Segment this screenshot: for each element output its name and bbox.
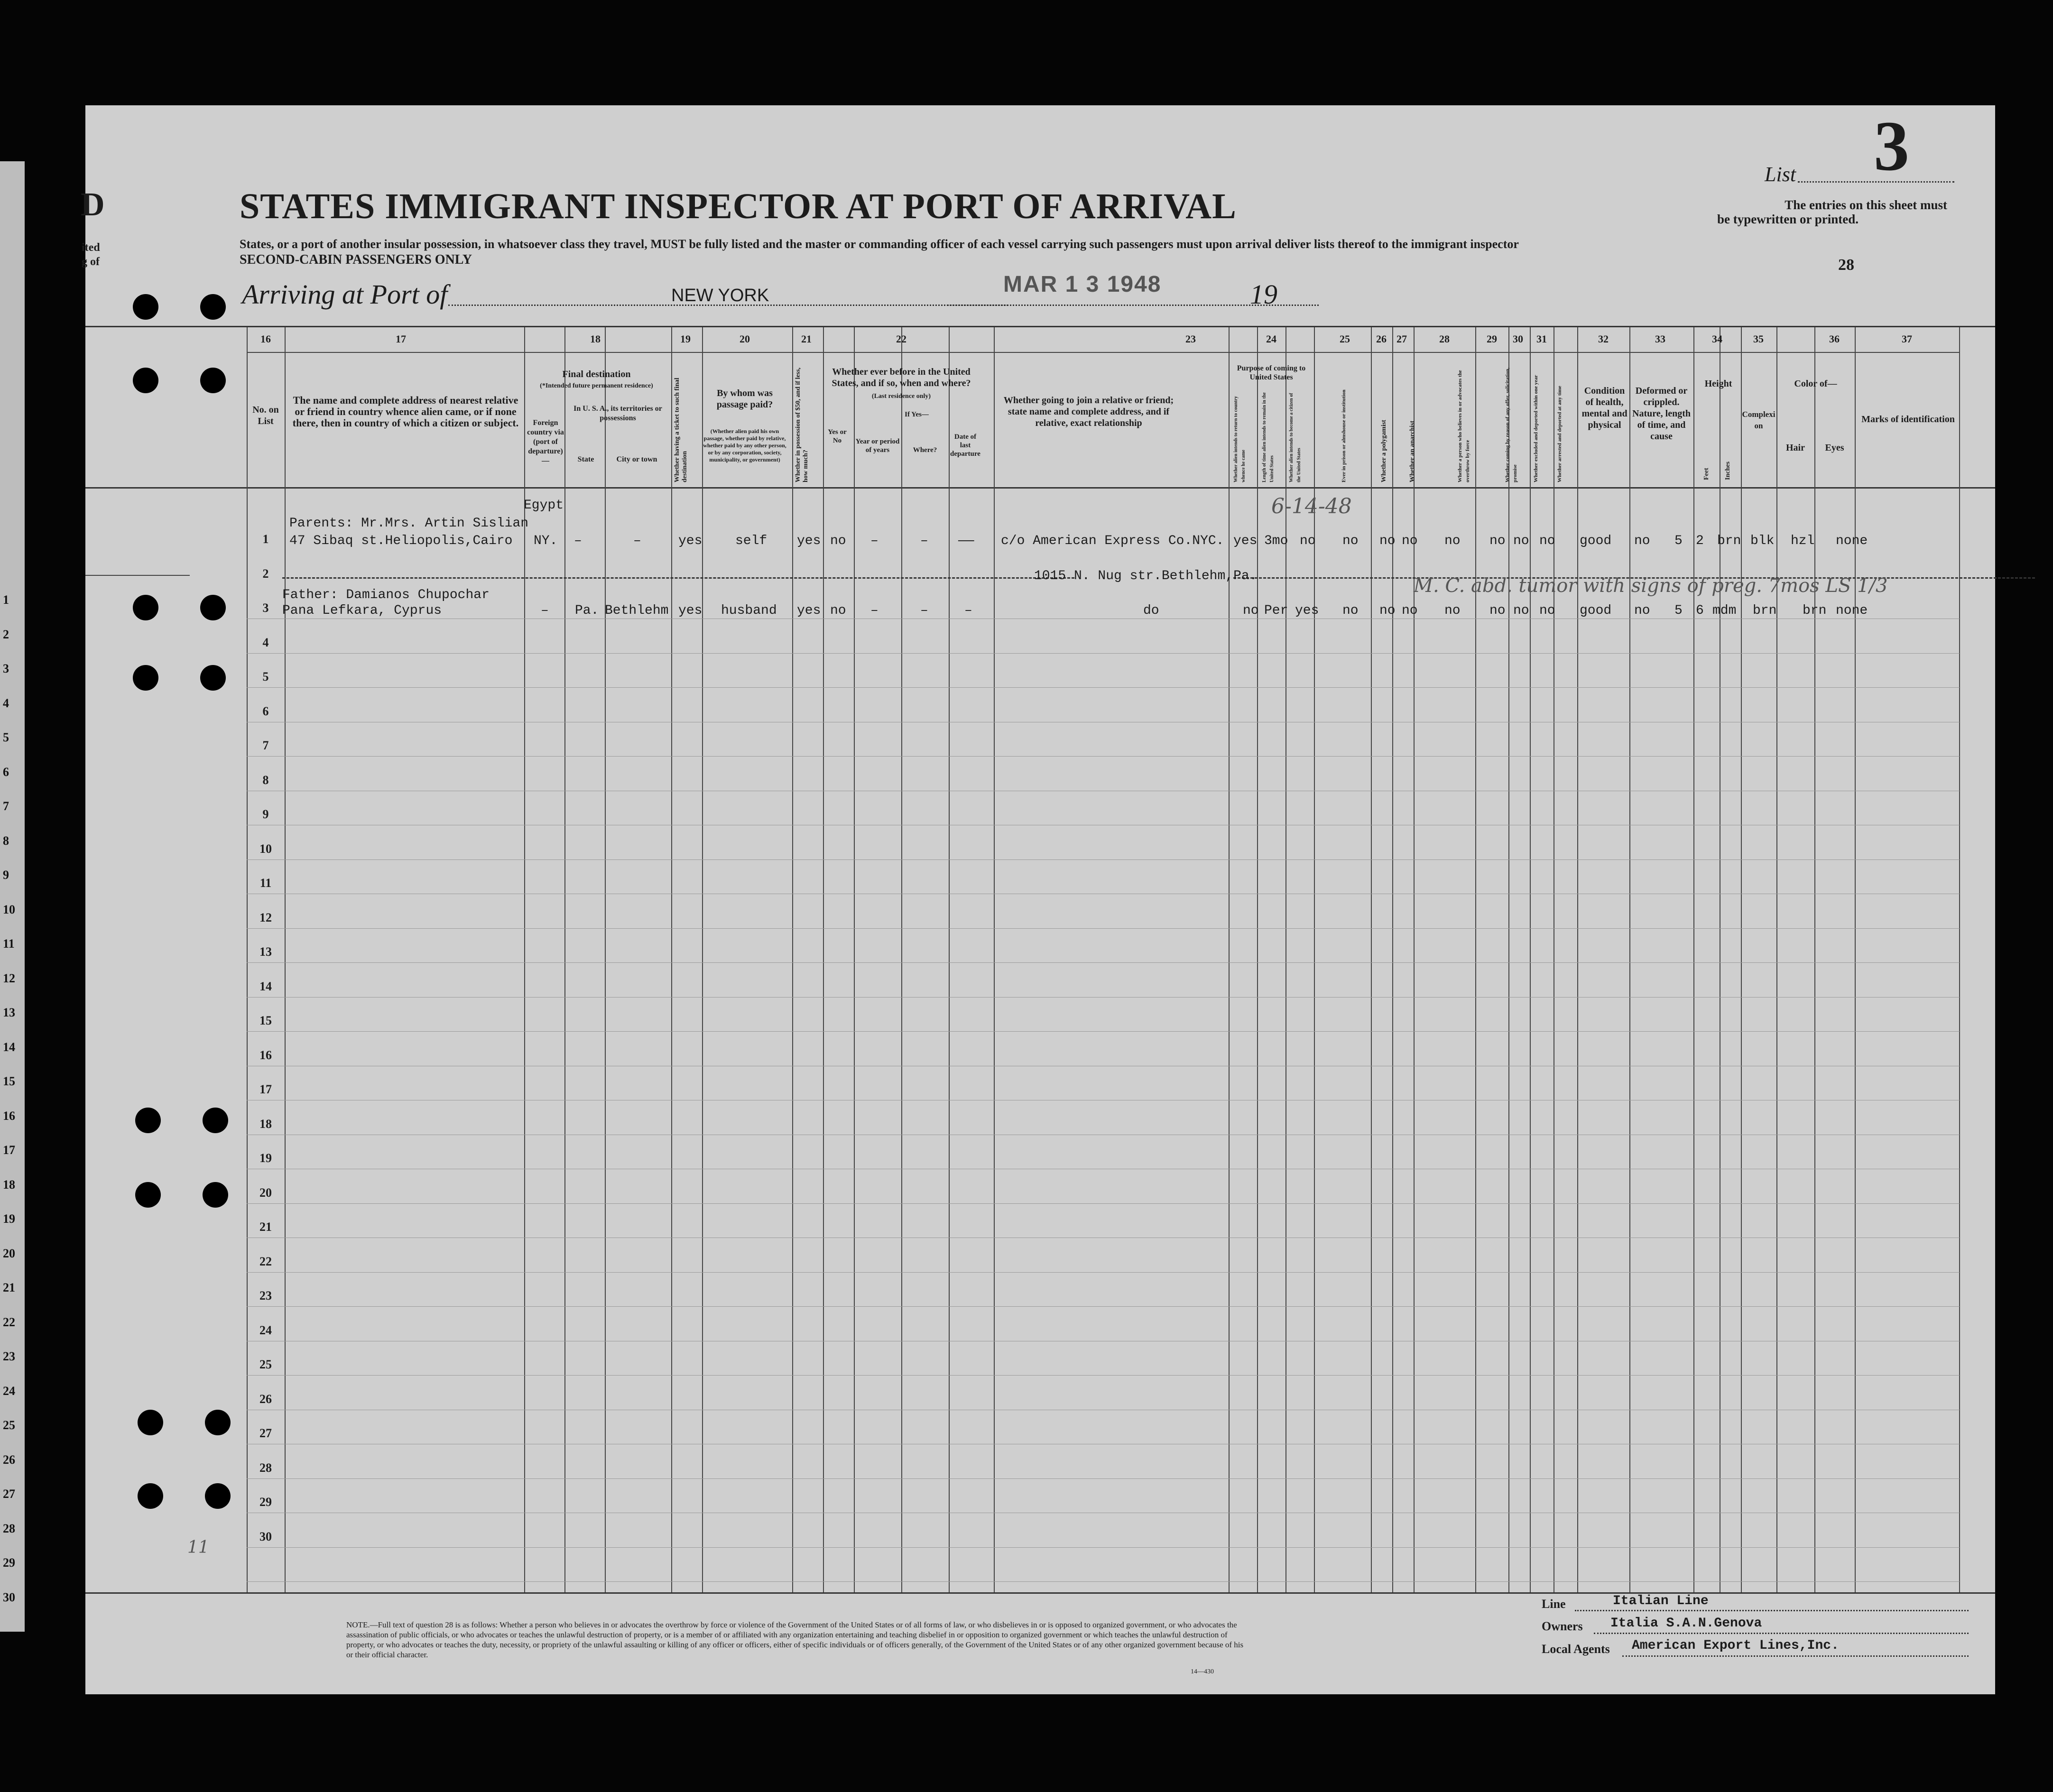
previous-page-row-number: 15 bbox=[3, 1074, 15, 1088]
punch-hole bbox=[138, 1410, 163, 1435]
row-number: 28 bbox=[259, 1460, 272, 1475]
entry-1-marks: none bbox=[1836, 534, 1868, 548]
column-divider bbox=[285, 327, 286, 1592]
column-number: 25 bbox=[1340, 333, 1350, 345]
previous-page-row-number: 19 bbox=[3, 1212, 15, 1226]
column-number: 18 bbox=[590, 333, 601, 345]
entry-2-anarchist: no bbox=[1402, 603, 1418, 618]
page-fragment-letter: D bbox=[81, 186, 105, 223]
row-number: 3 bbox=[262, 601, 269, 615]
previous-page-row-number: 7 bbox=[3, 799, 9, 813]
sheet-number: 28 bbox=[1838, 256, 1854, 274]
row-rule bbox=[247, 1375, 1960, 1376]
row-number: 30 bbox=[259, 1529, 272, 1543]
header-no-on-list: No. on List bbox=[252, 405, 279, 426]
previous-page-row-number: 27 bbox=[3, 1487, 15, 1501]
header-if-yes: If Yes— bbox=[905, 411, 929, 418]
entry-2-hair: brn bbox=[1753, 603, 1777, 618]
row-rule bbox=[247, 1203, 1960, 1204]
punch-hole bbox=[133, 665, 158, 691]
handwritten-date-note: 6-14-48 bbox=[1271, 494, 1352, 518]
entry-2-overthrow: no bbox=[1444, 603, 1461, 618]
header-solicitation: Whether coming by reason of any offer, solicitation, promise bbox=[1505, 367, 1518, 482]
previous-page-row-number: 16 bbox=[3, 1108, 15, 1123]
previous-page-row-number: 6 bbox=[3, 765, 9, 779]
column-number: 17 bbox=[396, 333, 406, 345]
column-divider bbox=[564, 327, 565, 1592]
entry-1-solicitation: no bbox=[1489, 534, 1506, 548]
row-number: 22 bbox=[259, 1254, 272, 1268]
list-number: 3 bbox=[1874, 107, 1909, 185]
header-going-to-join: Whether going to join a relative or friend; state name and complete address, and if relative, exact relationship bbox=[1003, 395, 1174, 428]
column-divider bbox=[671, 327, 672, 1592]
entry-1-money: yes bbox=[797, 534, 821, 548]
header-hair: Hair bbox=[1786, 443, 1805, 453]
previous-page-row-number: 11 bbox=[3, 937, 15, 951]
previous-page-row-number: 2 bbox=[3, 627, 9, 641]
row-number: 19 bbox=[259, 1151, 272, 1165]
header-yes-no: Yes or No bbox=[828, 428, 847, 444]
header-inches: Inches bbox=[1724, 462, 1731, 480]
row-number: 1 bbox=[262, 532, 269, 546]
row-number: 21 bbox=[259, 1220, 272, 1234]
header-height: Height bbox=[1704, 379, 1732, 389]
previous-page-row-number: 28 bbox=[3, 1521, 15, 1535]
row-rule bbox=[247, 1031, 1960, 1032]
entry-1-join: c/o American Express Co.NYC. bbox=[1001, 534, 1224, 548]
line-label: Line bbox=[1542, 1597, 1566, 1611]
punch-hole bbox=[133, 595, 158, 620]
entry-2-arrested: no bbox=[1539, 603, 1555, 618]
row-number: 20 bbox=[259, 1185, 272, 1200]
previous-page-row-number: 26 bbox=[3, 1452, 15, 1467]
column-number: 36 bbox=[1829, 333, 1840, 345]
row-number: 2 bbox=[262, 566, 269, 581]
punch-hole bbox=[203, 1182, 228, 1208]
previous-page-row-number: 9 bbox=[3, 868, 9, 882]
column-number: 35 bbox=[1753, 333, 1764, 345]
entry-1-length: 3mo bbox=[1264, 534, 1288, 548]
header-prison: Ever in prison or almshouse or institution bbox=[1341, 389, 1347, 482]
row-number: 9 bbox=[262, 807, 269, 821]
row-rule bbox=[247, 1272, 1960, 1273]
previous-page-row-number: 18 bbox=[3, 1177, 15, 1192]
column-divider bbox=[1814, 327, 1815, 1592]
page-title: STATES IMMIGRANT INSPECTOR AT PORT OF ARRIVAL bbox=[240, 186, 1237, 226]
instructions-text: States, or a port of another insular possession, in whatsoever class they travel, MUST be fully listed and the master or commanding officer of each vessel carrying such passengers must upon arrival deliver lists thereof to the immigrant inspector bbox=[240, 237, 1519, 251]
entry-1-before: no bbox=[830, 534, 846, 548]
entry-2-return: no bbox=[1243, 603, 1259, 618]
column-divider bbox=[854, 327, 855, 1592]
row-rule bbox=[247, 928, 1960, 929]
port-name: NEW YORK bbox=[671, 286, 769, 305]
line-value: Italian Line bbox=[1613, 1594, 1709, 1608]
header-anarchist: Whether an anarchist bbox=[1409, 420, 1416, 482]
header-money: Whether in possession of $50, and if less, how much? bbox=[795, 367, 809, 482]
column-divider bbox=[1776, 327, 1777, 1592]
header-color-of: Color of— bbox=[1794, 379, 1837, 389]
column-divider bbox=[792, 327, 793, 1592]
entry-2-relative-address: Pana Lefkara, Cyprus bbox=[282, 603, 442, 618]
header-ticket: Whether having a ticket to such final destination bbox=[674, 378, 688, 482]
footnote-question-28: NOTE.—Full text of question 28 is as follows: Whether a person who believes in or advocates the overthrow by force or violence of the Government of the United States or of all forms of law, or who disbelieves in or is opposed to organized government, or who advocates the assassination of public officials, or who advocates or teaches the unlawful destruction of property, or is a member of or affiliated with any organization entertaining and teaching disbelief in or opposition to organized government or which teaches the unlawful destruction of property, or who advocates or teaches the duty, necessity, or propriety of the unlawful assaulting or killing of any officer or officers, either of specific individuals or of officers generally, of the Government of the United States or of any other organized government because of his or their official character. bbox=[346, 1620, 1244, 1659]
line-underline bbox=[1575, 1610, 1969, 1611]
row-number: 10 bbox=[259, 841, 272, 856]
entry-2-foreign-country: – bbox=[541, 603, 549, 618]
header-where: Where? bbox=[913, 446, 937, 454]
row-number: 23 bbox=[259, 1289, 272, 1302]
row-rule bbox=[247, 756, 1960, 757]
previous-page-row-number: 13 bbox=[3, 1006, 15, 1019]
entry-1-year: – bbox=[870, 534, 879, 548]
row-number: 12 bbox=[259, 910, 272, 924]
page-fragment-text-1: ited bbox=[82, 241, 100, 254]
column-divider bbox=[1414, 327, 1415, 1592]
punch-hole bbox=[133, 294, 158, 320]
previous-page-row-number: 30 bbox=[3, 1590, 15, 1604]
header-length-of-stay: Length of time alien intends to remain in the United States bbox=[1262, 392, 1275, 482]
column-number: 22 bbox=[896, 333, 906, 345]
punch-hole bbox=[205, 1410, 231, 1435]
column-number: 29 bbox=[1487, 333, 1497, 345]
row-number: 6 bbox=[262, 704, 269, 718]
column-divider bbox=[1392, 327, 1393, 1592]
entry-1-complexion: brn bbox=[1717, 534, 1741, 548]
row-rule bbox=[247, 997, 1960, 998]
header-complexion: Complexion bbox=[1742, 410, 1776, 430]
previous-page-row-number: 21 bbox=[3, 1281, 15, 1294]
entry-1-port: NY. bbox=[534, 534, 558, 548]
header-passage-paid-sub: (Whether alien paid his own passage, whether paid by relative, whether paid by any other person, or by any corporation, society, municipality, or government) bbox=[703, 428, 786, 463]
row-number: 26 bbox=[259, 1392, 272, 1406]
header-deformed: Deformed or crippled. Nature, length of time, and cause bbox=[1632, 386, 1691, 442]
header-health: Condition of health, mental and physical bbox=[1581, 386, 1628, 430]
column-divider bbox=[823, 327, 824, 1592]
entry-1-arrested: no bbox=[1539, 534, 1555, 548]
column-number: 23 bbox=[1185, 333, 1196, 345]
column-number: 24 bbox=[1266, 333, 1276, 345]
entry-1-deformed: no bbox=[1634, 534, 1650, 548]
column-divider bbox=[1959, 327, 1960, 1592]
column-divider bbox=[1475, 327, 1476, 1592]
column-number: 27 bbox=[1396, 333, 1407, 345]
row-number: 24 bbox=[259, 1323, 272, 1337]
header-before-sub: (Last residence only) bbox=[871, 393, 931, 400]
entry-2-year: – bbox=[870, 603, 879, 618]
row-rule bbox=[247, 687, 1960, 688]
entry-2-prison: no bbox=[1342, 603, 1359, 618]
punch-hole bbox=[200, 294, 226, 320]
row-number: 14 bbox=[259, 979, 272, 993]
entry-2-date: – bbox=[964, 603, 972, 618]
header-return: Whether alien intends to return to country whence he came bbox=[1233, 396, 1246, 482]
header-foreign-country: Foreign country via (port of departure)— bbox=[527, 419, 564, 465]
row-number: 17 bbox=[259, 1082, 272, 1096]
punch-hole bbox=[203, 1108, 228, 1133]
punch-hole bbox=[200, 665, 226, 691]
entry-2-complexion: mdm bbox=[1712, 603, 1737, 618]
previous-page-row-number: 8 bbox=[3, 833, 9, 848]
entry-1-ticket: yes bbox=[678, 534, 703, 548]
header-eyes: Eyes bbox=[1825, 443, 1844, 453]
column-number: 26 bbox=[1376, 333, 1387, 345]
column-divider bbox=[1577, 327, 1578, 1592]
local-agents-underline bbox=[1622, 1655, 1969, 1657]
header-final-destination: Final destination bbox=[562, 369, 631, 379]
previous-page-row-number: 14 bbox=[3, 1040, 15, 1054]
owners-underline bbox=[1594, 1633, 1969, 1634]
entry-1-inches: 2 bbox=[1696, 534, 1704, 548]
header-citizen: Whether alien intends to become a citizen of the United States bbox=[1289, 393, 1302, 482]
column-divider bbox=[605, 327, 606, 1592]
entry-2-paid-by: husband bbox=[721, 603, 777, 618]
previous-page-row-number: 24 bbox=[3, 1384, 15, 1398]
punch-hole bbox=[135, 1182, 161, 1208]
column-divider bbox=[1229, 327, 1230, 1592]
date-stamp: MAR 1 3 1948 bbox=[1003, 272, 1162, 297]
header-relative: The name and complete address of nearest relative or friend in country whence alien came, or if none there, then in country of which a citizen or subject. bbox=[292, 394, 519, 429]
column-number: 16 bbox=[260, 333, 271, 345]
column-divider bbox=[1629, 327, 1630, 1592]
entry-2-length: Per bbox=[1264, 603, 1288, 618]
previous-page-row-number: 29 bbox=[3, 1556, 15, 1570]
handwritten-medical-note: M. C. abd. tumor with signs of preg. 7mos LS 1/3 bbox=[1414, 575, 1888, 597]
local-agents-value: American Export Lines,Inc. bbox=[1632, 1638, 1839, 1653]
cabin-class-label: SECOND-CABIN PASSENGERS ONLY bbox=[240, 252, 472, 267]
entry-1-prison: no bbox=[1342, 534, 1359, 548]
header-date: Date of last departure bbox=[950, 433, 980, 458]
entry-2-join: do bbox=[1143, 603, 1159, 618]
previous-page-row-number: 22 bbox=[3, 1315, 15, 1329]
entry-1-state: – bbox=[574, 534, 582, 548]
column-divider bbox=[702, 327, 703, 1592]
row-number: 15 bbox=[259, 1014, 272, 1027]
header-overthrow: Whether a person who believes in or advocates the overthrow by force bbox=[1457, 370, 1470, 482]
header-arrested: Whether arrested and deported at any time bbox=[1557, 386, 1563, 482]
previous-page-row-number: 4 bbox=[3, 696, 9, 710]
entry-2-where: – bbox=[920, 603, 928, 618]
entry-1-paid-by: self bbox=[735, 534, 768, 548]
list-label: List bbox=[1765, 163, 1796, 186]
entry-2-state: Pa. bbox=[575, 603, 599, 618]
row-number: 7 bbox=[262, 739, 269, 752]
entry-1-hair: blk bbox=[1750, 534, 1775, 548]
row-number: 13 bbox=[259, 945, 272, 959]
typewritten-note-2: be typewritten or printed. bbox=[1717, 212, 1859, 226]
local-agents-label: Local Agents bbox=[1542, 1642, 1610, 1656]
row-rule bbox=[247, 1547, 1960, 1548]
entry-1-date: —— bbox=[958, 534, 974, 548]
entry-1-excluded: no bbox=[1513, 534, 1529, 548]
column-number: 32 bbox=[1598, 333, 1609, 345]
row-number: 16 bbox=[259, 1048, 272, 1062]
row-rule bbox=[247, 1306, 1960, 1307]
punch-hole bbox=[135, 1108, 161, 1133]
margin-rule bbox=[85, 575, 190, 576]
column-number: 21 bbox=[801, 333, 812, 345]
column-divider bbox=[1508, 327, 1509, 1592]
header-before-in-us: Whether ever before in the United States, and if so, when and where? bbox=[832, 367, 971, 388]
year-prefix: 19 bbox=[1250, 279, 1277, 310]
entry-2-money: yes bbox=[797, 603, 821, 618]
header-in-usa: In U. S. A., its territories or possessions bbox=[573, 405, 662, 422]
row-number: 25 bbox=[259, 1358, 272, 1371]
column-number-rule bbox=[247, 352, 1960, 353]
row-rule bbox=[247, 653, 1960, 654]
header-marks: Marks of identification bbox=[1861, 414, 1955, 425]
entry-1-anarchist: no bbox=[1402, 534, 1418, 548]
row-number: 29 bbox=[259, 1495, 272, 1509]
entry-1-where: – bbox=[920, 534, 928, 548]
header-bottom-rule bbox=[85, 487, 1995, 489]
previous-page-row-number: 12 bbox=[3, 971, 15, 985]
header-excluded: Whether excluded and deported within one year bbox=[1533, 375, 1539, 482]
punch-hole bbox=[133, 368, 158, 393]
column-number: 28 bbox=[1439, 333, 1450, 345]
page-fragment-text-2: g of bbox=[82, 256, 100, 268]
punch-hole bbox=[200, 368, 226, 393]
column-divider bbox=[994, 327, 995, 1592]
previous-page-row-number: 1 bbox=[3, 593, 9, 607]
header-city: City or town bbox=[616, 455, 657, 463]
entry-2-feet: 5 bbox=[1674, 603, 1683, 618]
header-passage-paid: By whom was passage paid? bbox=[716, 388, 773, 410]
entry-1-foreign-country: Egypt bbox=[524, 498, 564, 513]
arriving-label: Arriving at Port of bbox=[242, 279, 448, 310]
entry-2-join-address: 1015 N. Nug str.Bethlehm,Pa. bbox=[1034, 569, 1258, 583]
entry-2-health: good bbox=[1580, 603, 1612, 618]
column-number: 30 bbox=[1513, 333, 1523, 345]
column-number: 33 bbox=[1655, 333, 1665, 345]
entry-1-polygamist: no bbox=[1379, 534, 1396, 548]
column-number: 37 bbox=[1902, 333, 1912, 345]
entry-2-relative-name: Father: Damianos Chupochar bbox=[282, 588, 490, 602]
previous-page-row-number: 5 bbox=[3, 730, 9, 744]
entry-1-return: yes bbox=[1233, 534, 1258, 548]
entry-1-health: good bbox=[1580, 534, 1612, 548]
entry-1-city: – bbox=[633, 534, 641, 548]
column-divider bbox=[1693, 327, 1694, 1592]
header-year: Year or period of years bbox=[855, 438, 900, 454]
row-rule bbox=[247, 1581, 1960, 1582]
table-top-border bbox=[85, 326, 1995, 327]
header-state: State bbox=[577, 455, 594, 463]
row-number: 11 bbox=[259, 876, 272, 890]
header-final-destination-sub: (*Intended future permanent residence) bbox=[540, 382, 653, 389]
typewritten-note-1: The entries on this sheet must bbox=[1785, 198, 1947, 212]
previous-page-row-number: 20 bbox=[3, 1246, 15, 1260]
header-feet: Feet bbox=[1703, 468, 1710, 480]
entry-2-excluded: no bbox=[1513, 603, 1529, 618]
column-divider bbox=[949, 327, 950, 1592]
entry-2-ticket: yes bbox=[678, 603, 703, 618]
entry-2-inches: 6 bbox=[1696, 603, 1704, 618]
previous-page-row-number: 25 bbox=[3, 1418, 15, 1432]
punch-hole bbox=[205, 1483, 231, 1509]
table-bottom-border bbox=[85, 1592, 1995, 1594]
handwritten-margin-mark: 11 bbox=[187, 1538, 209, 1557]
column-divider bbox=[901, 327, 902, 1592]
entry-2-citizen: yes bbox=[1295, 603, 1319, 618]
row-rule bbox=[247, 859, 1960, 860]
entry-1-citizen: no bbox=[1300, 534, 1316, 548]
entry-separator-left bbox=[282, 577, 1074, 579]
column-divider bbox=[1257, 327, 1258, 1592]
entry-2-before: no bbox=[830, 603, 846, 618]
column-number: 19 bbox=[680, 333, 691, 345]
entry-2-polygamist: no bbox=[1379, 603, 1396, 618]
column-number: 31 bbox=[1536, 333, 1547, 345]
row-number: 4 bbox=[262, 635, 269, 649]
row-rule bbox=[247, 962, 1960, 963]
owners-value: Italia S.A.N.Genova bbox=[1610, 1616, 1762, 1631]
previous-page-row-number: 23 bbox=[3, 1349, 15, 1363]
entry-1-relative-name: Parents: Mr.Mrs. Artin Sislian bbox=[289, 516, 529, 531]
manifest-sheet bbox=[81, 105, 1995, 1694]
column-number: 20 bbox=[740, 333, 750, 345]
row-rule bbox=[247, 1478, 1960, 1479]
column-number: 34 bbox=[1712, 333, 1722, 345]
entry-2-deformed: no bbox=[1634, 603, 1650, 618]
row-number: 27 bbox=[259, 1426, 272, 1440]
header-polygamist: Whether a polygamist bbox=[1380, 420, 1387, 482]
header-purpose: Purpose of coming to United States bbox=[1237, 364, 1306, 381]
previous-page-row-number: 17 bbox=[3, 1143, 15, 1157]
row-number: 8 bbox=[262, 773, 269, 787]
entry-1-overthrow: no bbox=[1444, 534, 1461, 548]
entry-1-eyes: hzl bbox=[1791, 534, 1815, 548]
entry-2-eyes: brn bbox=[1803, 603, 1827, 618]
entry-1-relative-address: 47 Sibaq st.Heliopolis,Cairo bbox=[289, 534, 513, 548]
column-divider bbox=[1371, 327, 1372, 1592]
owners-label: Owners bbox=[1542, 1619, 1583, 1633]
previous-page-edge bbox=[0, 161, 25, 1632]
column-divider bbox=[1741, 327, 1742, 1592]
previous-page-row-number: 10 bbox=[3, 902, 15, 916]
column-divider bbox=[1855, 327, 1856, 1592]
entry-2-marks: none bbox=[1836, 603, 1868, 618]
previous-page-row-number: 3 bbox=[3, 662, 9, 675]
entry-1-feet: 5 bbox=[1674, 534, 1683, 548]
row-number: 18 bbox=[259, 1117, 272, 1131]
form-number: 14—430 bbox=[1191, 1668, 1214, 1675]
column-divider bbox=[1530, 327, 1531, 1592]
entry-2-solicitation: no bbox=[1489, 603, 1506, 618]
row-number: 5 bbox=[262, 670, 269, 684]
punch-hole bbox=[200, 595, 226, 620]
entry-2-city: Bethlehm bbox=[605, 603, 669, 618]
punch-hole bbox=[138, 1483, 163, 1509]
